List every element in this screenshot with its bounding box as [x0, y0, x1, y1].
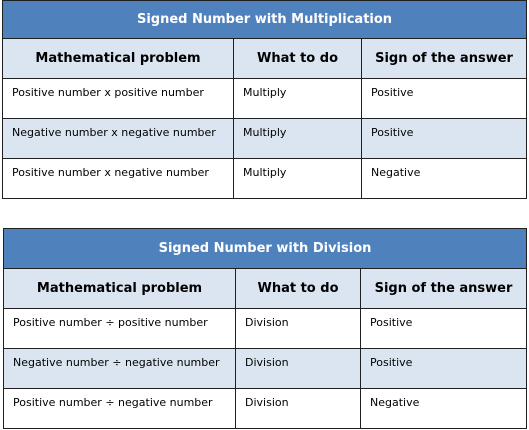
- table-title: Signed Number with Multiplication: [3, 1, 527, 39]
- cell-text: Negative number x negative number: [12, 126, 216, 139]
- sign-cell: [362, 119, 527, 159]
- table-row: [3, 159, 527, 199]
- cell-text: Division: [245, 356, 289, 369]
- table-title: Signed Number with Division: [4, 229, 527, 269]
- sign-cell: [362, 79, 527, 119]
- table-row: [3, 119, 527, 159]
- column-header-action: What to do: [234, 39, 362, 79]
- cell-text: Multiply: [243, 86, 287, 99]
- table-row: [3, 79, 527, 119]
- action-cell: [236, 389, 361, 429]
- sign-cell: [362, 159, 527, 199]
- action-cell: [234, 159, 362, 199]
- cell-text: Multiply: [243, 166, 287, 179]
- action-cell: [234, 79, 362, 119]
- cell-text: Positive number x negative number: [12, 166, 209, 179]
- cell-text: Positive: [371, 126, 414, 139]
- cell-text: Positive: [371, 86, 414, 99]
- table-row: [4, 389, 527, 429]
- division-table: [3, 228, 527, 429]
- multiplication-table: [2, 0, 527, 199]
- table-row: [4, 309, 527, 349]
- cell-text: Positive number x positive number: [12, 86, 204, 99]
- table-row: [4, 349, 527, 389]
- cell-text: Multiply: [243, 126, 287, 139]
- cell-text: Positive number ÷ positive number: [13, 316, 208, 329]
- cell-text: Negative number ÷ negative number: [13, 356, 220, 369]
- problem-cell: [4, 309, 236, 349]
- cell-text: Positive: [370, 316, 413, 329]
- column-header-problem: Mathematical problem: [4, 269, 236, 309]
- action-cell: [234, 119, 362, 159]
- cell-text: Division: [245, 316, 289, 329]
- cell-text: Negative: [371, 166, 421, 179]
- cell-text: Negative: [370, 396, 420, 409]
- sign-cell: [361, 349, 527, 389]
- cell-text: Positive: [370, 356, 413, 369]
- problem-cell: [3, 79, 234, 119]
- problem-cell: [3, 159, 234, 199]
- cell-text: Division: [245, 396, 289, 409]
- column-header-action: What to do: [236, 269, 361, 309]
- problem-cell: [4, 349, 236, 389]
- problem-cell: [4, 389, 236, 429]
- cell-text: Positive number ÷ negative number: [13, 396, 213, 409]
- column-header-sign: Sign of the answer: [361, 269, 527, 309]
- column-header-problem: Mathematical problem: [3, 39, 234, 79]
- problem-cell: [3, 119, 234, 159]
- column-header-sign: Sign of the answer: [362, 39, 527, 79]
- sign-cell: [361, 309, 527, 349]
- action-cell: [236, 309, 361, 349]
- action-cell: [236, 349, 361, 389]
- sign-cell: [361, 389, 527, 429]
